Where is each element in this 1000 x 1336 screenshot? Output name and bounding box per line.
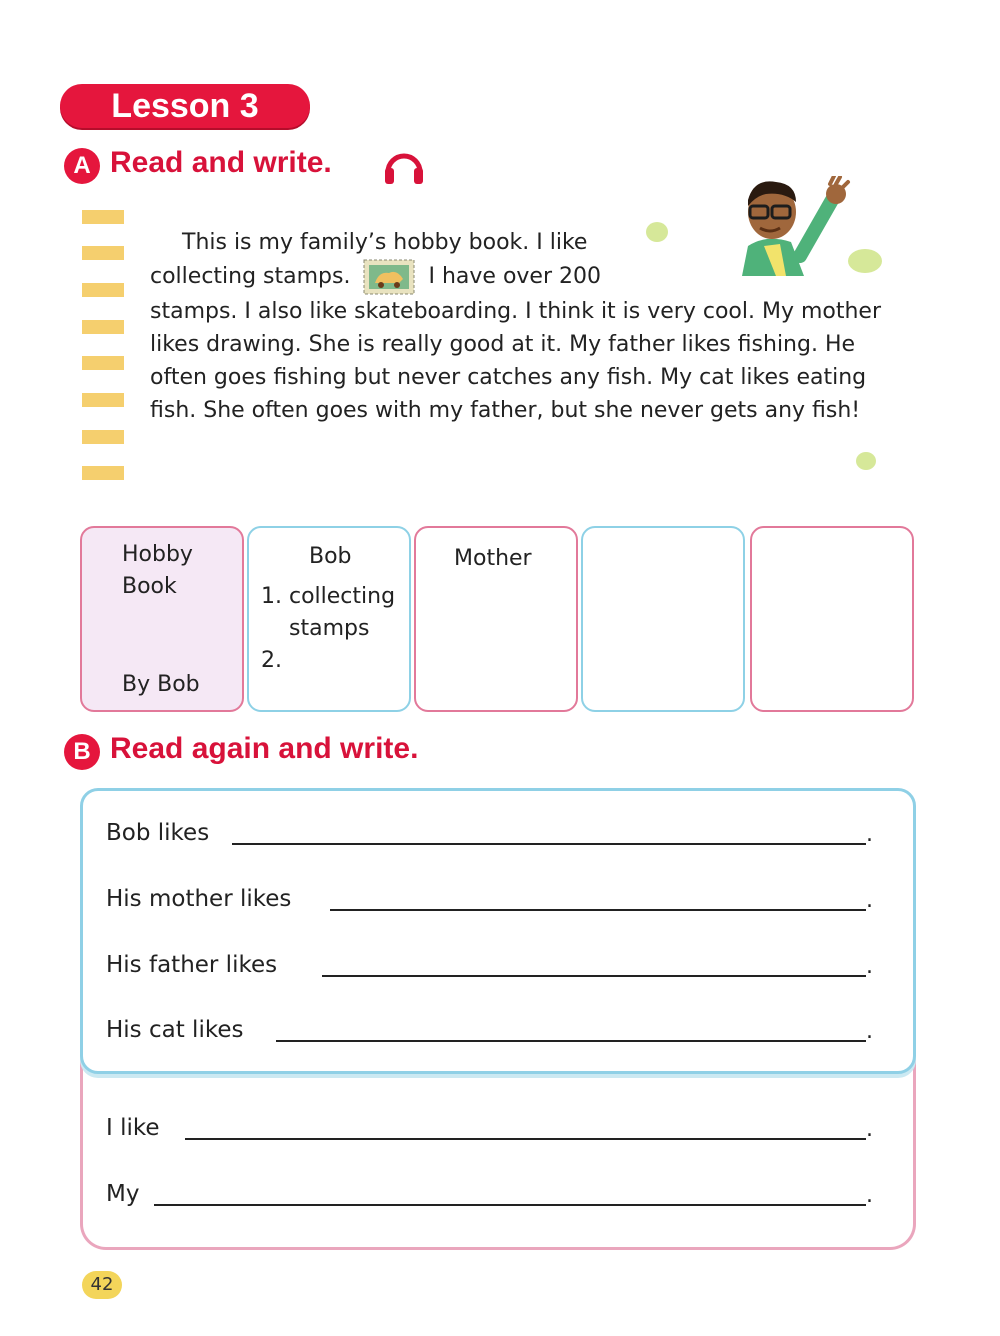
passage-text: I have over 200 bbox=[428, 264, 601, 289]
cover-title-line: Hobby bbox=[122, 542, 193, 567]
section-a-title: Read and write. bbox=[110, 146, 332, 179]
hobby-card-bob bbox=[247, 526, 411, 712]
answer-line[interactable] bbox=[330, 909, 866, 911]
hobby-card-mother bbox=[414, 526, 578, 712]
decor-stripe bbox=[82, 393, 124, 407]
section-a-badge: A bbox=[64, 148, 100, 184]
card-heading: Bob bbox=[309, 544, 352, 569]
card-heading: Mother bbox=[454, 546, 532, 571]
passage-line: This is my family’s hobby book. I like bbox=[182, 230, 588, 255]
section-b-title: Read again and write. bbox=[110, 732, 419, 765]
stamp-icon bbox=[363, 259, 415, 295]
card-item: 2. bbox=[261, 648, 282, 673]
decor-stripe bbox=[82, 356, 124, 370]
line-label: My bbox=[106, 1181, 140, 1207]
decor-dot bbox=[856, 452, 876, 470]
decor-stripe bbox=[82, 466, 124, 480]
decor-stripe bbox=[82, 320, 124, 334]
line-end: . bbox=[866, 1117, 873, 1142]
answer-line[interactable] bbox=[232, 843, 866, 845]
line-label: His mother likes bbox=[106, 886, 292, 912]
decor-stripe bbox=[82, 210, 124, 224]
passage-text: collecting stamps. bbox=[150, 264, 351, 289]
decor-stripe bbox=[82, 430, 124, 444]
line-end: . bbox=[866, 888, 873, 913]
decor-stripe bbox=[82, 283, 124, 297]
decor-stripe bbox=[82, 246, 124, 260]
card-item: 1. collecting bbox=[261, 584, 396, 609]
passage-line bbox=[150, 259, 890, 295]
line-end: . bbox=[866, 954, 873, 979]
answer-line[interactable] bbox=[322, 975, 866, 977]
answer-line[interactable] bbox=[276, 1040, 866, 1042]
line-label: I like bbox=[106, 1115, 160, 1141]
lesson-title: Lesson 3 bbox=[60, 84, 310, 128]
hobby-card-blank[interactable] bbox=[581, 526, 745, 712]
line-label: Bob likes bbox=[106, 820, 210, 846]
headphones-icon[interactable] bbox=[382, 146, 426, 186]
line-end: . bbox=[866, 822, 873, 847]
line-end: . bbox=[866, 1019, 873, 1044]
line-label: His cat likes bbox=[106, 1017, 244, 1043]
answer-line[interactable] bbox=[154, 1204, 866, 1206]
answer-line[interactable] bbox=[185, 1138, 866, 1140]
cover-author: By Bob bbox=[122, 672, 200, 697]
page-number: 42 bbox=[82, 1271, 122, 1299]
passage-body: stamps. I also like skateboarding. I think it is very cool. My mother likes drawing. She is really good at it. My father likes fishing. He often goes fishing but never catches any fish. My cat likes eating fish. She often goes with my father, but she never gets any fish! bbox=[150, 299, 882, 423]
line-label: His father likes bbox=[106, 952, 278, 978]
hobby-card-blank[interactable] bbox=[750, 526, 914, 712]
card-item: stamps bbox=[289, 616, 370, 641]
hobby-book-cover bbox=[80, 526, 244, 712]
section-b-badge: B bbox=[64, 734, 100, 770]
reading-passage bbox=[150, 226, 890, 427]
cover-title-line: Book bbox=[122, 574, 177, 599]
line-end: . bbox=[866, 1183, 873, 1208]
